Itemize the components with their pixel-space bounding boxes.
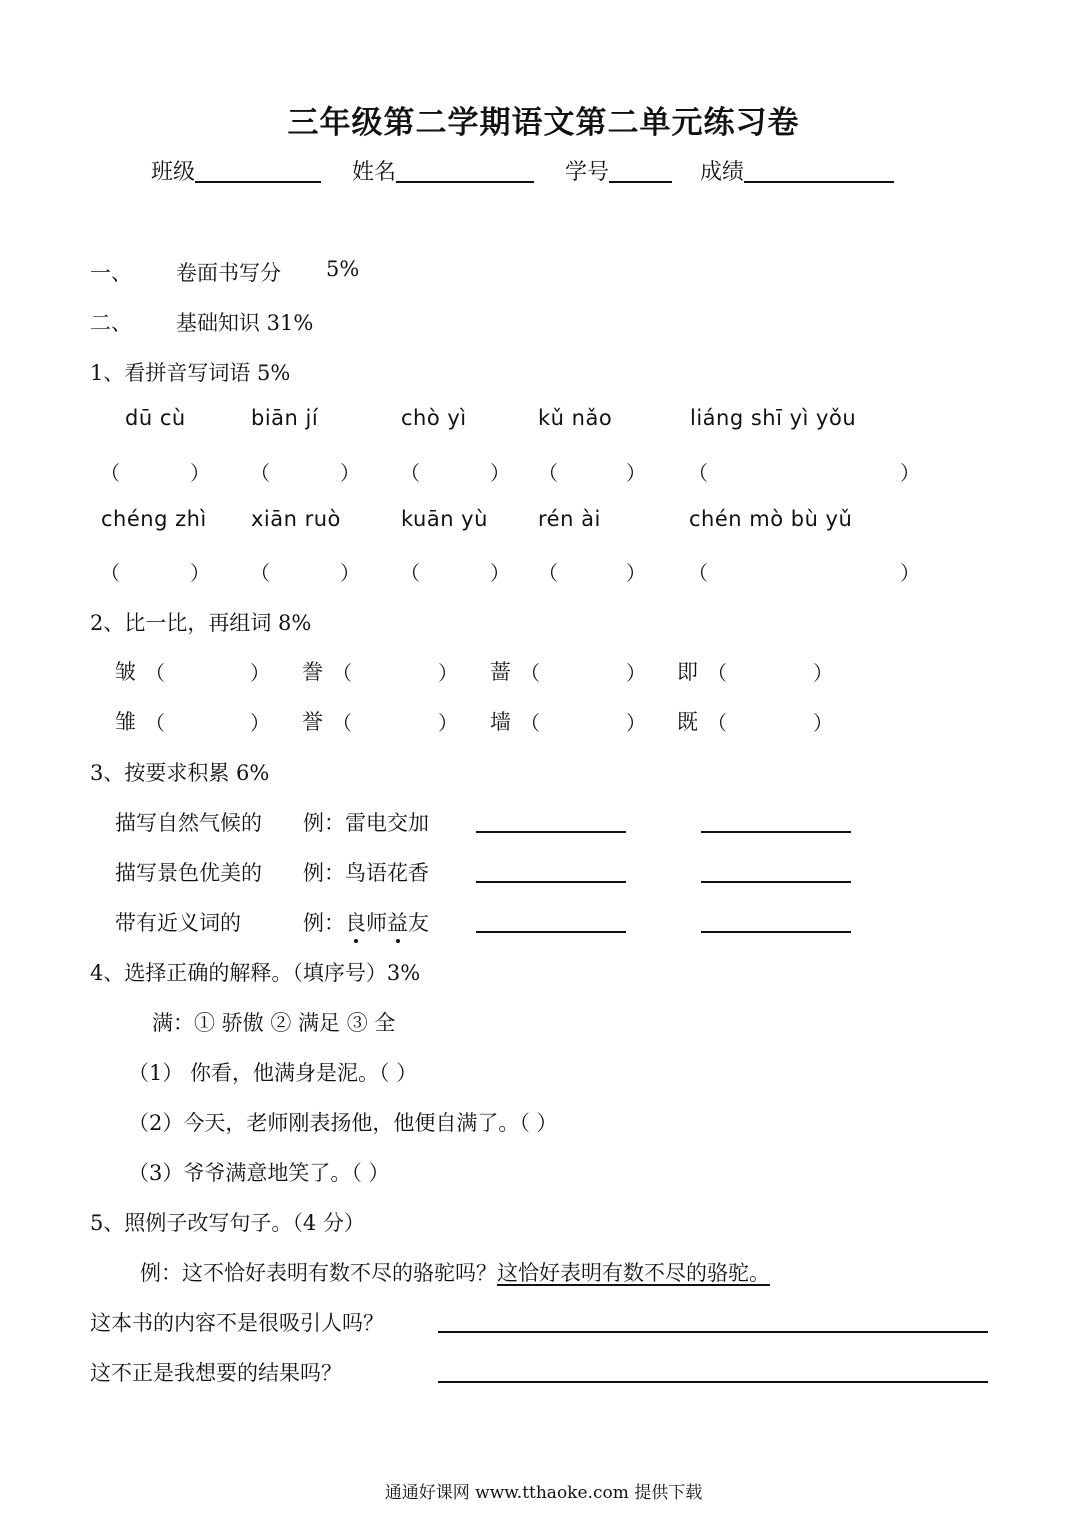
pinyin: kǔ nǎo: [538, 406, 613, 430]
paren-close: ）: [190, 561, 210, 585]
q5-item: 这不正是我想要的结果吗？: [90, 1361, 342, 1385]
section-2-number: 二、: [90, 311, 132, 335]
q5-example: [140, 1257, 770, 1287]
paren-open: （: [332, 661, 352, 685]
pinyin: chò yì: [401, 406, 467, 430]
q2-char: 既: [677, 710, 698, 734]
name-field: [352, 155, 534, 186]
class-blank[interactable]: [195, 159, 321, 183]
paren-open: （: [707, 661, 727, 685]
emphasis-char: 益: [387, 907, 408, 937]
paren-open: （: [100, 461, 120, 485]
paren-open: （: [250, 561, 270, 585]
answer-line[interactable]: [701, 831, 851, 833]
paren-close: ）: [438, 661, 458, 685]
q3-title: 3、按要求积累 6%: [90, 761, 270, 785]
paren-open: （: [538, 461, 558, 485]
paren-open: （: [332, 711, 352, 735]
number-label: 学号: [565, 160, 610, 185]
paren-open: （: [145, 711, 165, 735]
answer-line[interactable]: [701, 881, 851, 883]
q4-item: （2）今天，老师刚表扬他，他便自满了。（ ）: [128, 1111, 558, 1135]
paren-close: ）: [438, 711, 458, 735]
class-field: [151, 155, 321, 186]
q3-example: [303, 907, 429, 937]
paren-close: ）: [490, 461, 510, 485]
pinyin: biān jí: [251, 406, 319, 430]
paren-open: （: [688, 561, 708, 585]
paren-open: （: [707, 711, 727, 735]
q3-label: 描写景色优美的: [115, 861, 262, 885]
answer-line[interactable]: [701, 931, 851, 933]
q2-char: 誉: [302, 710, 323, 734]
name-label: 姓名: [352, 160, 397, 185]
paren-open: （: [538, 561, 558, 585]
q2-char: 誊: [302, 660, 323, 684]
example-answer: 这恰好表明有数不尽的骆驼。: [497, 1261, 770, 1285]
paren-open: （: [520, 661, 540, 685]
q3-label: 描写自然气候的: [115, 811, 262, 835]
number-field: [565, 155, 672, 186]
section-1-text: 卷面书写分: [176, 261, 281, 285]
q4-item: （1） 你看，他满身是泥。（ ）: [128, 1061, 418, 1085]
q5-item: 这本书的内容不是很吸引人吗？: [90, 1311, 384, 1335]
footer-text: 通通好课网 www.tthaoke.com 提供下载: [384, 1483, 703, 1503]
q3-label: 带有近义词的: [115, 911, 241, 935]
q4-title: 4、选择正确的解释。（填序号）3%: [90, 961, 421, 985]
q3-example: 例：雷电交加: [303, 811, 429, 835]
paren-open: （: [688, 461, 708, 485]
example-char: 友: [408, 911, 429, 935]
pinyin: chéng zhì: [101, 507, 207, 531]
q4-item: （3）爷爷满意地笑了。（ ）: [128, 1161, 390, 1185]
paren-close: ）: [250, 711, 270, 735]
paren-open: （: [250, 461, 270, 485]
section-2-text: 基础知识 31%: [176, 311, 314, 335]
score-blank[interactable]: [744, 159, 894, 183]
pinyin: xiān ruò: [251, 507, 341, 531]
answer-line[interactable]: [476, 881, 626, 883]
paren-open: （: [400, 461, 420, 485]
section-1-number: 一、: [90, 261, 132, 285]
pinyin: dū cù: [125, 406, 186, 430]
q1-title: 1、看拼音写词语 5%: [90, 361, 291, 385]
emphasis-char: 良: [345, 907, 366, 937]
paren-open: （: [100, 561, 120, 585]
paren-close: ）: [190, 461, 210, 485]
paren-open: （: [145, 661, 165, 685]
paren-close: ）: [626, 661, 646, 685]
q2-char: 皱: [115, 660, 136, 684]
q2-char: 雏: [115, 710, 136, 734]
paren-close: ）: [900, 561, 920, 585]
score-label: 成绩: [700, 160, 745, 185]
paren-close: ）: [626, 561, 646, 585]
q5-title: 5、照例子改写句子。（4 分）: [90, 1211, 365, 1235]
example-question: 例：这不恰好表明有数不尽的骆驼吗？: [140, 1261, 497, 1285]
paren-close: ）: [340, 461, 360, 485]
paren-close: ）: [250, 661, 270, 685]
paren-close: ）: [490, 561, 510, 585]
pinyin: chén mò bù yǔ: [689, 507, 853, 531]
answer-line[interactable]: [438, 1331, 988, 1333]
q2-char: 即: [677, 660, 698, 684]
q2-char: 墙: [490, 710, 511, 734]
page-title: 三年级第二学期语文第二单元练习卷: [287, 105, 800, 141]
q3-example: 例：鸟语花香: [303, 861, 429, 885]
paren-close: ）: [626, 711, 646, 735]
example-prefix: 例：: [303, 911, 345, 935]
q2-title: 2、比一比，再组词 8%: [90, 611, 312, 635]
class-label: 班级: [151, 160, 196, 185]
name-blank[interactable]: [396, 159, 534, 183]
score-field: [700, 155, 894, 186]
paren-close: ）: [626, 461, 646, 485]
paren-close: ）: [340, 561, 360, 585]
answer-line[interactable]: [476, 931, 626, 933]
pinyin: rén ài: [538, 507, 601, 531]
paren-close: ）: [813, 711, 833, 735]
example-char: 师: [366, 911, 387, 935]
paren-open: （: [520, 711, 540, 735]
paren-close: ）: [813, 661, 833, 685]
q2-char: 蔷: [490, 660, 511, 684]
pinyin: liáng shī yì yǒu: [690, 406, 857, 430]
pinyin: kuān yù: [401, 507, 488, 531]
number-blank[interactable]: [609, 159, 672, 183]
section-1-percent: 5%: [326, 257, 360, 281]
paren-open: （: [400, 561, 420, 585]
answer-line[interactable]: [438, 1381, 988, 1383]
q4-options: 满：① 骄傲 ② 满足 ③ 全: [152, 1011, 396, 1035]
answer-line[interactable]: [476, 831, 626, 833]
paren-close: ）: [900, 461, 920, 485]
